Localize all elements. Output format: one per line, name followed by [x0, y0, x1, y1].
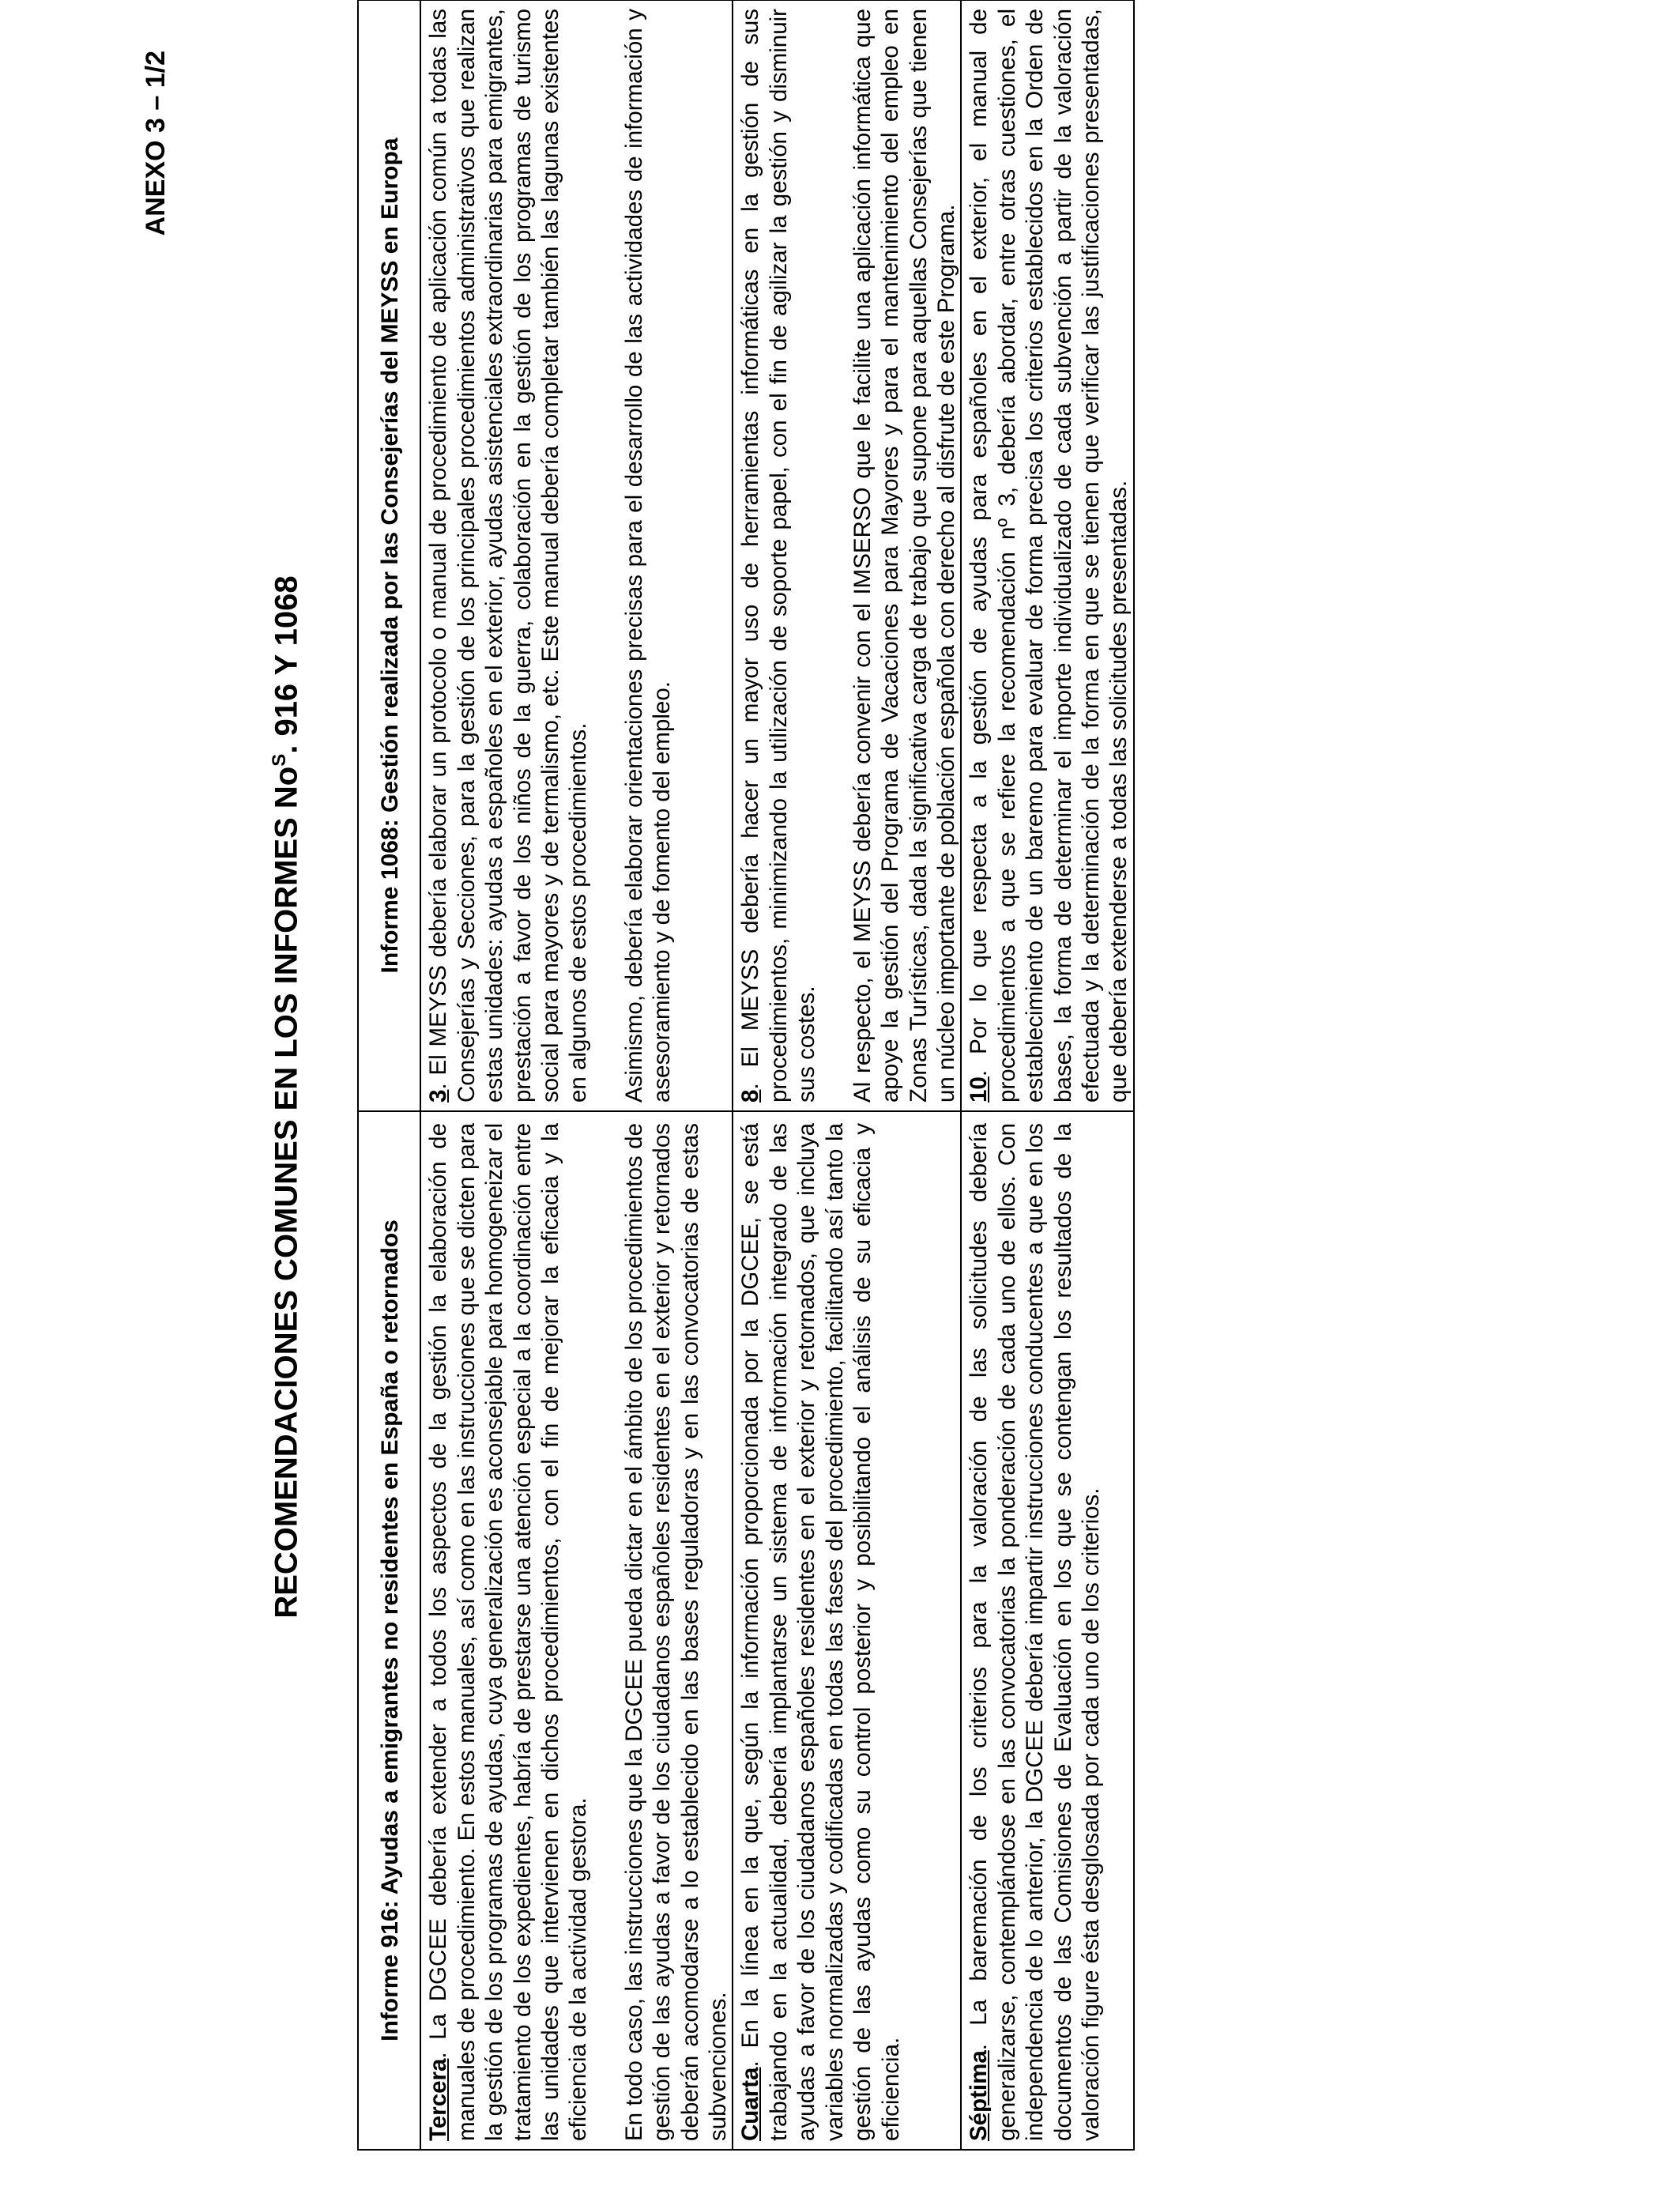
- cell-1068-rec8: [733, 0, 961, 1111]
- lead-rec10: 10: [966, 1076, 993, 1103]
- table-row: [961, 0, 1133, 2150]
- text-rec8-p1: . El MEYSS debería hacer un mayor uso de herramientas informáticas en la gestión de sus procedimientos, minimizando la utilización de soporte papel, con el fin de agilizar la gestión y disminuir sus costes.: [737, 9, 820, 1103]
- table-header-row: [358, 0, 420, 2150]
- annex-label: ANEXO 3 – 1/2: [141, 51, 171, 236]
- title-o: o: [269, 766, 304, 786]
- lead-rec3: 3: [425, 1089, 452, 1103]
- table-row: [420, 0, 733, 2150]
- text-rec3-p1: . El MEYSS debería elaborar un protocolo o manual de procedimiento de aplicación común a todas las Consejerías y Secciones, para la gestión de los principales procedimientos administrativos que realizan estas unidades: ayudas a españoles en el exterior, ayudas asistenciales extraordinarias para emigrantes, prestación a favor de los niños de la guerra, colaboración en la gestión de los programas de turismo social para mayores y de termalismo, etc. Este manual debería completar también las lagunas existentes en algunos de estos procedimientos.: [425, 9, 592, 1103]
- column-header-1068: Informe 1068: Gestión realizada por las Consejerías del MEYSS en Europa: [358, 0, 420, 1111]
- title-tail: . 916 Y 1068: [269, 575, 304, 754]
- lead-tercera: Tercera: [425, 2058, 452, 2141]
- lead-rec8: 8: [737, 1089, 764, 1103]
- text-rec10-p1: . Por lo que respecta a la gestión de ayudas para españoles en el exterior, el manual de procedimientos a que se refiere la recomendación nº 3, debería abordar, entre otras cuestiones, el establecimiento de un baremo para evaluar de forma precisa los criterios establecidos en la Orden de bases, la forma de determinar el importe individualizado de cada subvención a partir de la valoración efectuada y la determinación de la forma en que se tienen que verificar las justificaciones presentadas, que debería extenderse a todas las solicitudes presentadas.: [966, 9, 1132, 1103]
- column-header-916: Informe 916: Ayudas a emigrantes no residentes en España o retornados: [358, 1111, 420, 2150]
- text-rec3-p2: Asimismo, debería elaborar orientaciones precisas para el desarrollo de las actividades de información y asesoramiento y de fomento del empleo.: [620, 9, 676, 1103]
- cell-916-cuarta: [733, 1111, 961, 2150]
- page-title: [269, 0, 304, 2194]
- cell-1068-rec10: [961, 0, 1133, 1111]
- table-row: [733, 0, 961, 2150]
- title-main: RECOMENDACIONES COMUNES EN LOS INFORMES N: [269, 786, 304, 1619]
- cell-1068-rec3: [420, 0, 733, 1111]
- text-rec8-p2: Al respecto, el MEYSS debería convenir con el IMSERSO que le facilite una aplicación informática que apoye la gestión del Programa de Vacaciones para Mayores y para el mantenimiento del empleo en Zonas Turísticas, dada la significativa carga de trabajo que supone para aquellas Consejerías que tienen un núcleo importante de población española con derecho al disfrute de este Programa.: [849, 9, 959, 1103]
- text-tercera-p2: En todo caso, las instrucciones que la DGCEE pueda dictar en el ámbito de los procedimientos de gestión de las ayudas a favor de los ciudadanos españoles residentes en el exterior y retornados deberán acomodarse a lo establecido en las bases reguladoras y en las convocatorias de estas subvenciones.: [620, 1123, 732, 2141]
- text-septima-p1: . La baremación de los criterios para la valoración de las solicitudes debería generalizarse, contemplándose en las convocatorias la ponderación de cada uno de ellos. Con independencia de lo anterior, la DGCEE debería impartir instrucciones conducentes a que en los documentos de las Comisiones de Evaluación en los que se contengan los resultados de la valoración figure ésta desglosada por cada uno de los criterios.: [966, 1123, 1104, 2141]
- cell-916-septima: [961, 1111, 1133, 2150]
- lead-cuarta: Cuarta: [737, 2067, 764, 2141]
- lead-septima: Séptima: [966, 2050, 993, 2141]
- text-tercera-p1: . La DGCEE debería extender a todos los aspectos de la gestión la elaboración de manuales de procedimiento. En estos manuales, así como en las instrucciones que se dicten para la gestión de los programas de ayudas, cuya generalización es aconsejable para homogeneizar el tratamiento de los expedientes, habría de prestarse una atención especial a la coordinación entre las unidades que intervienen en dichos procedimientos, con el fin de mejorar la eficacia y la eficiencia de la actividad gestora.: [425, 1123, 592, 2141]
- recommendations-table: [357, 0, 1135, 2151]
- title-superscript: S: [269, 753, 290, 767]
- text-cuarta-p1: . En la línea en la que, según la información proporcionada por la DGCEE, se está trabajando en la actualidad, debería implantarse un sistema de información integrado de las ayudas a favor de los ciudadanos españoles residentes en el exterior y retornados, que incluya variables normalizadas y codificadas en todas las fases del procedimiento, facilitando así tanto la gestión de las ayudas como su control posterior y posibilitando el análisis de su eficacia y eficiencia.: [737, 1123, 904, 2141]
- cell-916-tercera: [420, 1111, 733, 2150]
